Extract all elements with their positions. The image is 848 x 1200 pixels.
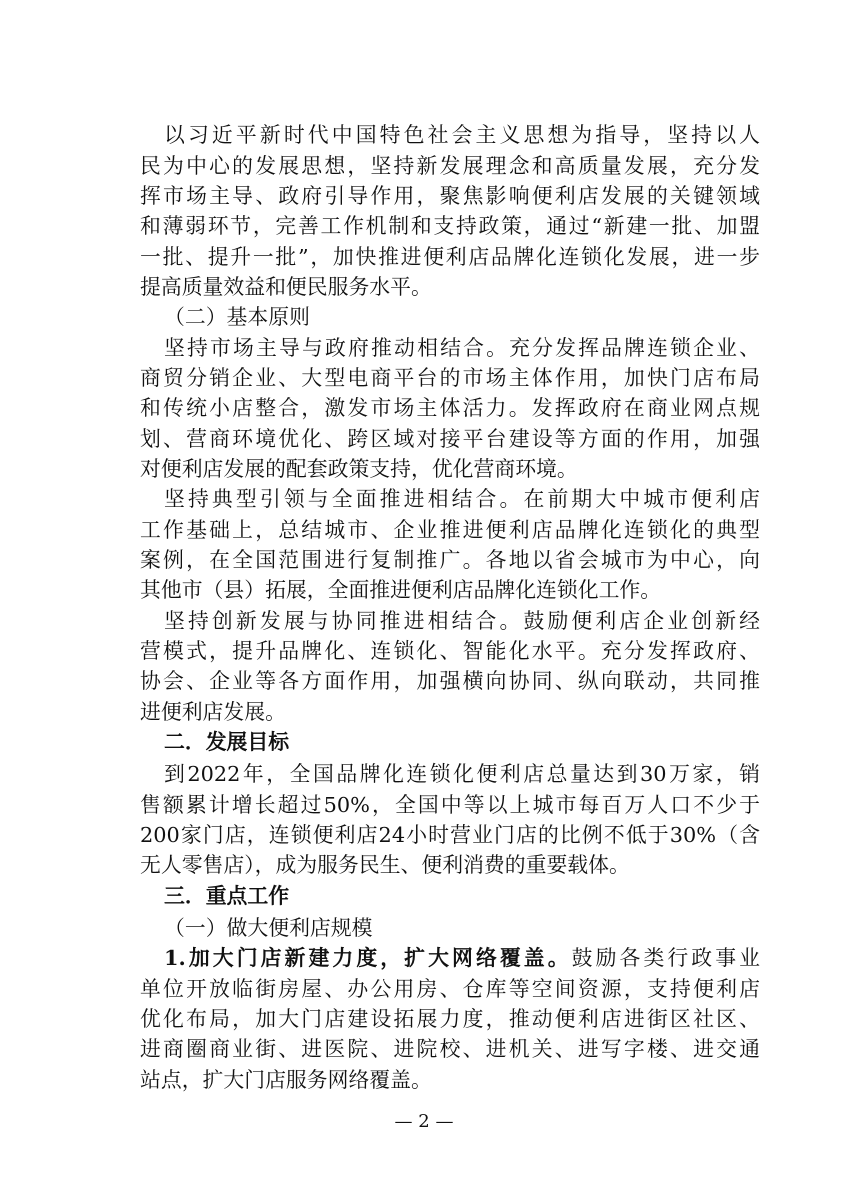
- text-line: 对便利店发展的配套政策支持，优化营商环境。: [140, 457, 578, 482]
- text-line: 一批、提升一批”，加快推进便利店品牌化连锁化发展，进一步: [140, 244, 760, 269]
- text-line: 坚持创新发展与协同推进相结合。鼓励便利店企业创新经: [164, 608, 760, 633]
- text-line: 进便利店发展。: [140, 699, 286, 724]
- text-line: 和薄弱环节，完善工作机制和支持政策，通过“新建一批、加盟: [140, 214, 760, 239]
- text-line: 优化布局，加大门店建设拓展力度，推动便利店进街区社区、: [140, 1006, 760, 1031]
- text-line: 进商圈商业街、进医院、进院校、进机关、进写字楼、进交通: [140, 1037, 760, 1062]
- text-line: 200家门店，连锁便利店24小时营业门店的比例不低于30%（含: [140, 823, 760, 848]
- text-line: 到2022年，全国品牌化连锁化便利店总量达到30万家，销: [164, 762, 760, 787]
- text-line: 挥市场主导、政府引导作用，聚焦影响便利店发展的关键领域: [140, 184, 760, 209]
- text-line: 民为中心的发展思想，坚持新发展理念和高质量发展，充分发: [140, 153, 760, 178]
- text-line: 提高质量效益和便民服务水平。: [140, 275, 432, 300]
- page-number: — 2 —: [394, 1111, 454, 1132]
- text-line: 单位开放临街房屋、办公用房、仓库等空间资源，支持便利店: [140, 976, 760, 1001]
- section-heading-goals: 二．发展目标: [164, 730, 290, 755]
- text-line: 无人零售店），成为服务民生、便利消费的重要载体。: [140, 853, 630, 878]
- section-heading-basic-principles: （二）基本原则: [164, 305, 310, 330]
- text-line: 营模式，提升品牌化、连锁化、智能化水平。充分发挥政府、: [140, 639, 760, 664]
- text-line: 案例，在全国范围进行复制推广。各地以省会城市为中心，向: [140, 548, 760, 573]
- lead-sentence: 1.加大门店新建力度，扩大网络覆盖。: [164, 945, 572, 971]
- section-heading-key-work: 三．重点工作: [164, 883, 290, 908]
- lead-continuation: 鼓励各类行政事业: [571, 946, 761, 971]
- text-line: 工作基础上，总结城市、企业推进便利店品牌化连锁化的典型: [140, 517, 760, 542]
- text-line: 划、营商环境优化、跨区域对接平台建设等方面的作用，加强: [140, 426, 760, 451]
- text-line: 站点，扩大门店服务网络覆盖。: [140, 1067, 432, 1092]
- text-line: 协会、企业等各方面作用，加强横向协同、纵向联动，共同推: [140, 669, 760, 694]
- text-line: 售额累计增长超过50%，全国中等以上城市每百万人口不少于: [140, 792, 760, 817]
- text-line: 以习近平新时代中国特色社会主义思想为指导，坚持以人: [164, 123, 760, 148]
- text-line: 其他市（县）拓展，全面推进便利店品牌化连锁化工作。: [140, 578, 662, 603]
- text-line: [164, 944, 760, 972]
- text-line: 坚持市场主导与政府推动相结合。充分发挥品牌连锁企业、: [164, 335, 760, 360]
- text-line: 和传统小店整合，激发市场主体活力。发挥政府在商业网点规: [140, 396, 760, 421]
- text-line: 坚持典型引领与全面推进相结合。在前期大中城市便利店: [164, 487, 760, 512]
- section-heading-scale: （一）做大便利店规模: [164, 915, 373, 940]
- text-line: 商贸分销企业、大型电商平台的市场主体作用，加快门店布局: [140, 366, 760, 391]
